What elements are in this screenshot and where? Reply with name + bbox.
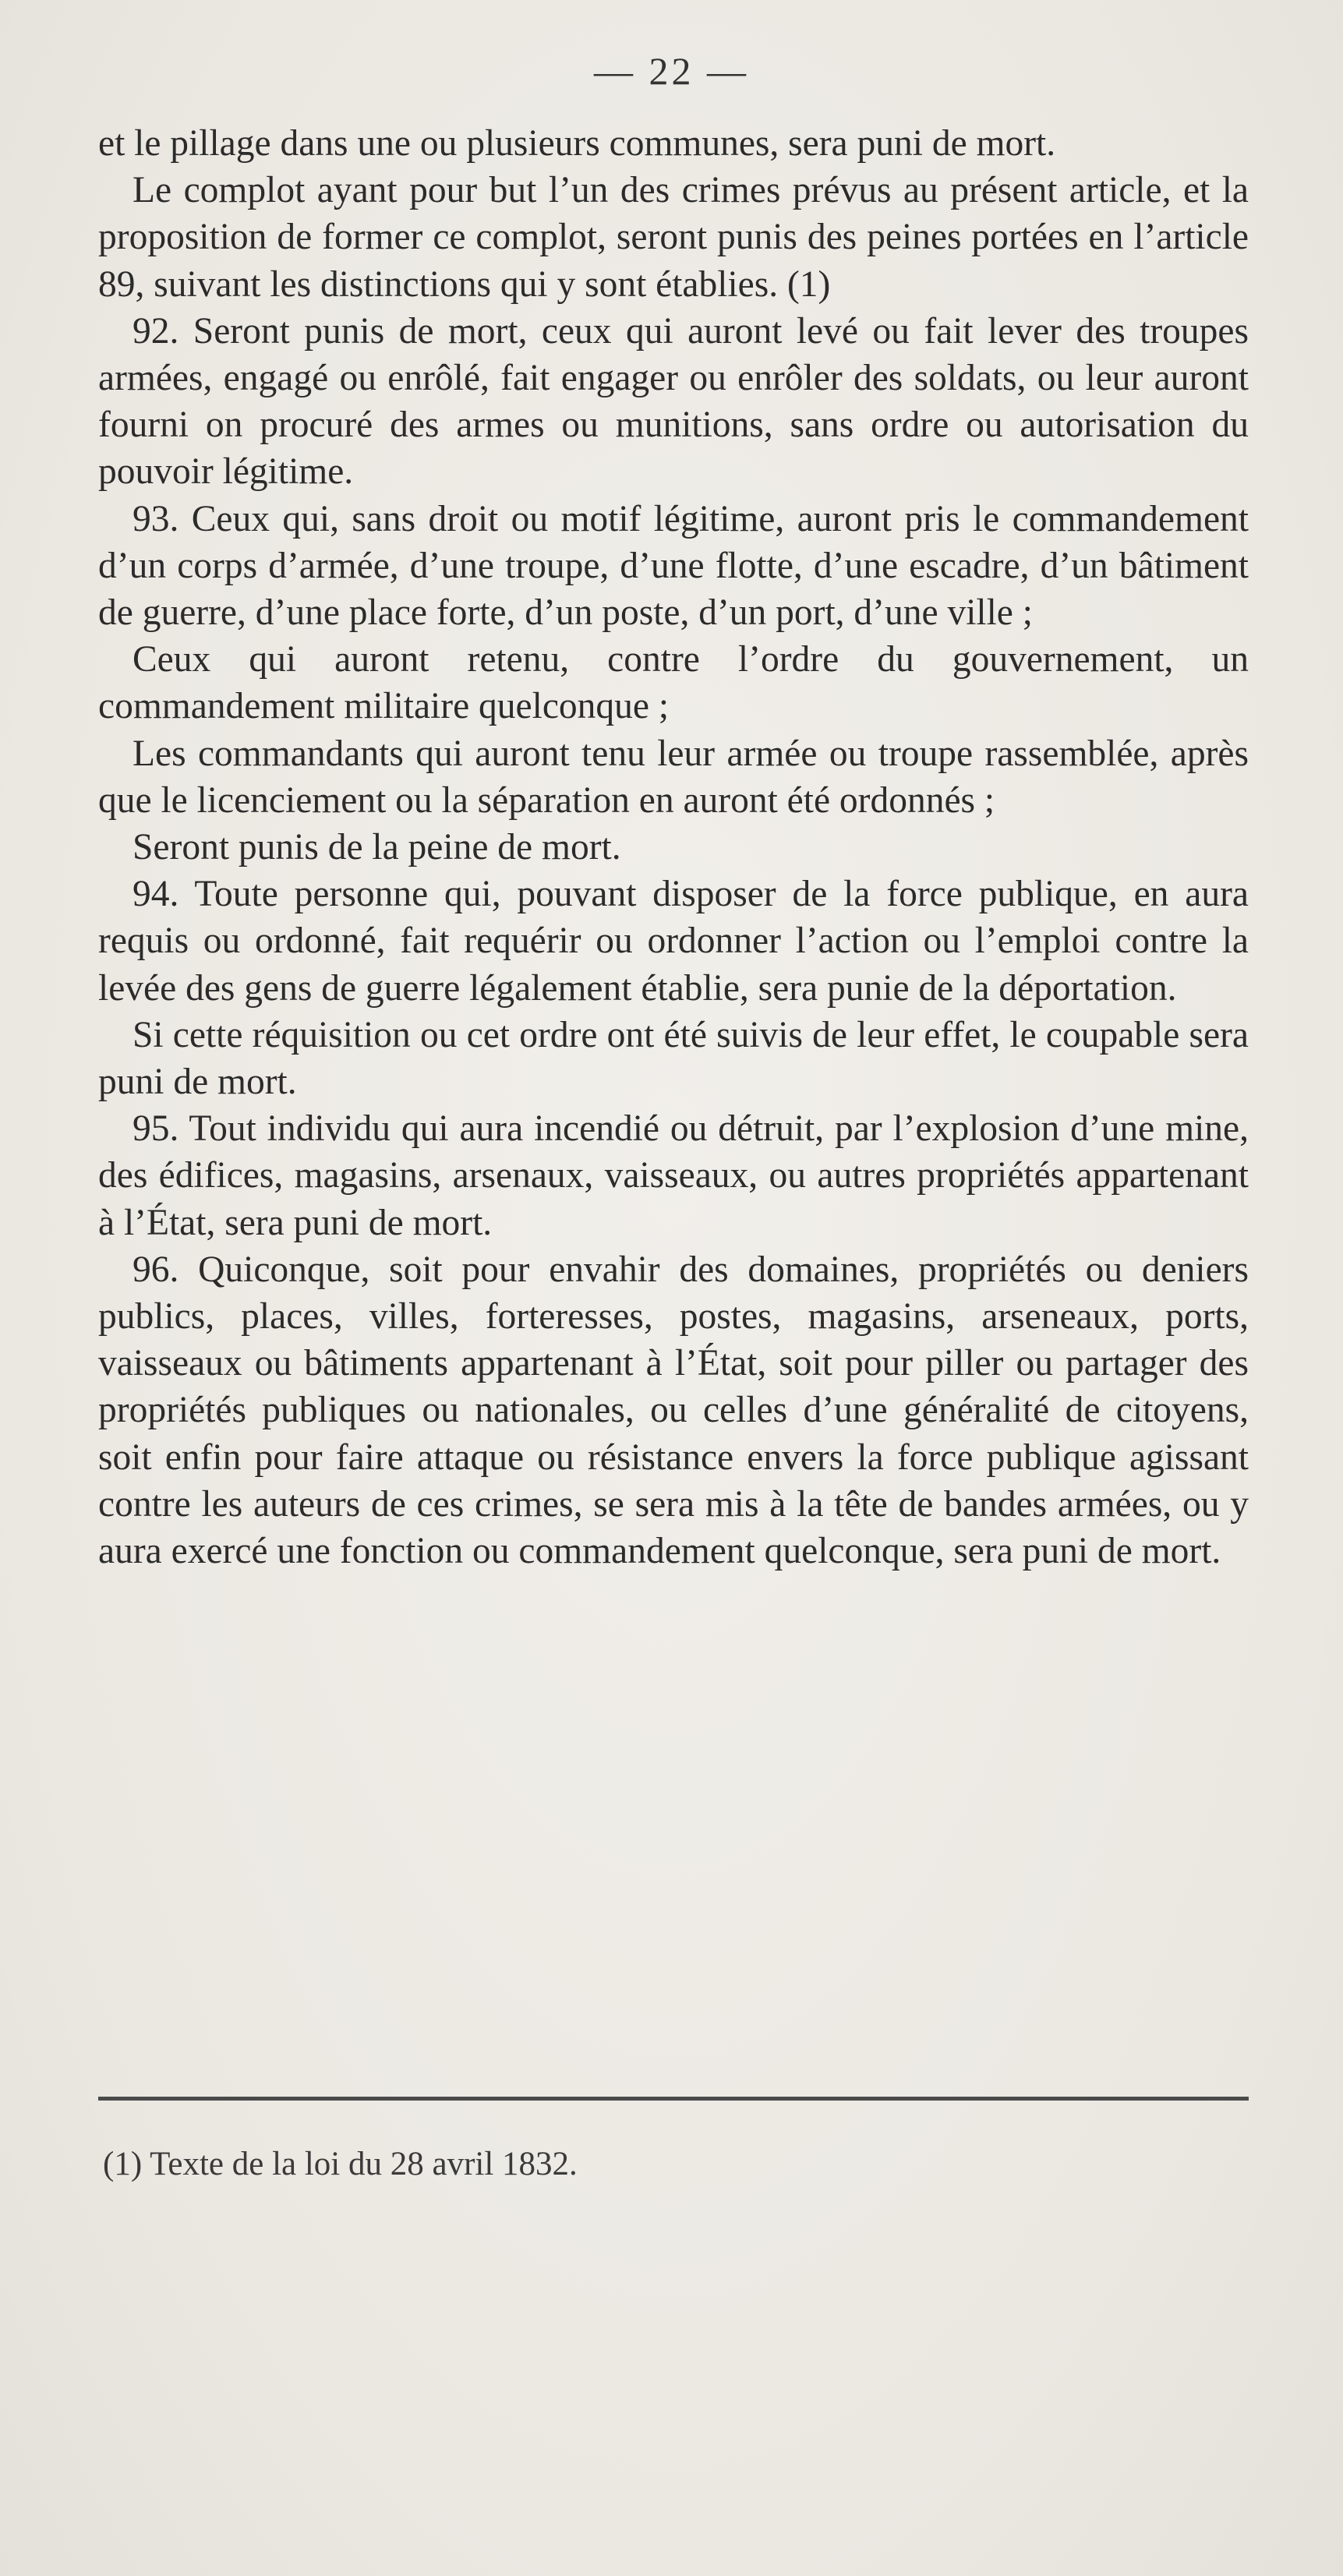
paragraph: Ceux qui auront retenu, contre l’ordre du gouvernement, un commandement militaire quelconque ; bbox=[98, 639, 1249, 727]
paragraph: Les commandants qui auront tenu leur armée ou troupe rassemblée, après que le licenciement ou la séparation en auront été ordonnés ; bbox=[98, 733, 1249, 821]
article-95: 95. Tout individu qui aura incendié ou détruit, par l’explosion d’une mine, des édifices, magasins, arsenaux, vaisseaux, ou autres propriétés appartenant à l’État, sera puni de mort. bbox=[98, 1108, 1249, 1243]
footnote-divider bbox=[98, 2097, 1249, 2101]
article-93: 93. Ceux qui, sans droit ou motif légitime, auront pris le commandement d’un corps d’armée, d’une troupe, d’une flotte, d’une escadre, d’un bâtiment de guerre, d’une place forte, d’un poste, d’un port, d’une ville ; bbox=[98, 498, 1249, 634]
article-94: 94. Toute personne qui, pouvant disposer de la force publique, en aura requis ou ordonné, fait requérir ou ordonner l’action ou l’emploi contre la levée des gens de guerre légalement établie, sera punie de la déportation. bbox=[98, 874, 1249, 1009]
paragraph: Seront punis de la peine de mort. bbox=[133, 827, 621, 868]
article-92: 92. Seront punis de mort, ceux qui auront levé ou fait lever des troupes armées, engagé ou enrôlé, fait engager ou enrôler des soldats, ou leur auront fourni on procuré des armes ou munitions, sans ordre ou autorisation du pouvoir légitime. bbox=[98, 310, 1249, 493]
article-96: 96. Quiconque, soit pour envahir des domaines, propriétés ou deniers publics, places, villes, forteresses, postes, magasins, arseneaux, ports, vaisseaux ou bâtiments appartenant à l’État, soit pour piller ou partager des propriétés publiques ou nationales, ou celles d’une généralité de citoyens, soit enfin pour faire attaque ou résistance envers la force publique agissant contre les auteurs de ces crimes, se sera mis à la tête de bandes armées, ou y aura exercé une fonction ou commandement quelconque, sera puni de mort. bbox=[98, 1249, 1249, 1572]
paragraph: Si cette réquisition ou cet ordre ont été suivis de leur effet, le coupable sera puni de mort. bbox=[98, 1014, 1249, 1103]
body-text bbox=[98, 120, 1249, 1574]
page-number: — 22 — bbox=[594, 49, 749, 93]
paragraph: et le pillage dans une ou plusieurs communes, sera puni de mort. bbox=[98, 123, 1056, 164]
footnote: (1) Texte de la loi du 28 avril 1832. bbox=[103, 2146, 578, 2182]
paragraph: Le complot ayant pour but l’un des crimes prévus au présent article, et la proposition de former ce complot, seront punis des peines portées en l’article 89, suivant les distinctions qui y sont établies. (1) bbox=[98, 170, 1249, 305]
